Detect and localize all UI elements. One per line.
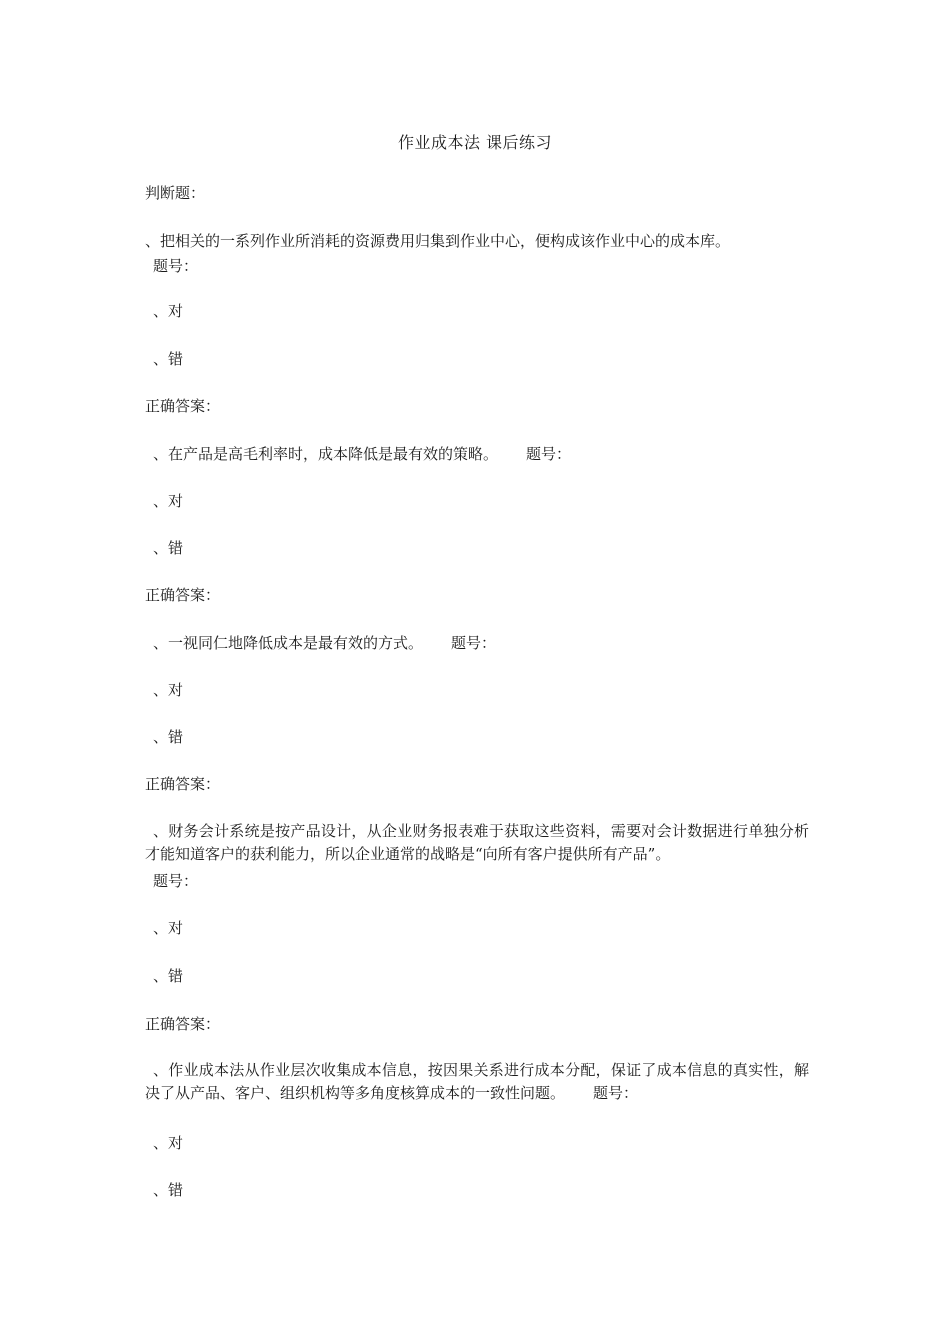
question-4-option-true: 、对 <box>153 919 184 937</box>
question-1-option-true: 、对 <box>153 302 184 320</box>
question-3-option-true: 、对 <box>153 681 184 699</box>
question-4-text <box>145 820 809 866</box>
question-2-option-true: 、对 <box>153 492 184 510</box>
question-2-answer-label: 正确答案： <box>145 586 221 604</box>
question-5-text <box>145 1059 809 1105</box>
question-2-number-label: 题号： <box>526 445 572 463</box>
question-3-answer-label: 正确答案： <box>145 775 221 793</box>
document-title: 作业成本法 课后练习 <box>397 133 553 152</box>
question-5-number-label: 题号： <box>593 1084 639 1102</box>
question-3-number-label: 题号： <box>451 634 497 652</box>
question-2-option-false: 、错 <box>153 539 184 557</box>
question-1-number-label: 题号： <box>153 257 199 275</box>
question-3-body: 、一视同仁地降低成本是最有效的方式。 <box>153 634 424 652</box>
question-5-body: 、作业成本法从作业层次收集成本信息，按因果关系进行成本分配，保证了成本信息的真实性，解决了从产品、客户、组织机构等多角度核算成本的一致性问题。 <box>145 1061 809 1102</box>
question-2-text <box>153 443 818 465</box>
question-1-body: 、把相关的一系列作业所消耗的资源费用归集到作业中心，便构成该作业中心的成本库。 <box>145 232 731 250</box>
question-3-text <box>153 632 818 654</box>
question-1-text <box>145 230 815 253</box>
question-4-body: 、财务会计系统是按产品设计，从企业财务报表难于获取这些资料，需要对会计数据进行单独分析才能知道客户的获利能力，所以企业通常的战略是“向所有客户提供所有产品”。 <box>145 822 809 863</box>
question-4-option-false: 、错 <box>153 967 184 985</box>
question-1-answer-label: 正确答案： <box>145 397 221 415</box>
question-5-option-true: 、对 <box>153 1134 184 1152</box>
question-3-option-false: 、错 <box>153 728 184 746</box>
question-1-option-false: 、错 <box>153 350 184 368</box>
question-4-answer-label: 正确答案： <box>145 1015 221 1033</box>
question-4-number-label: 题号： <box>153 872 199 890</box>
section-heading: 判断题： <box>145 184 206 202</box>
question-2-body: 、在产品是高毛利率时，成本降低是最有效的策略。 <box>153 445 499 463</box>
question-5-option-false: 、错 <box>153 1181 184 1199</box>
